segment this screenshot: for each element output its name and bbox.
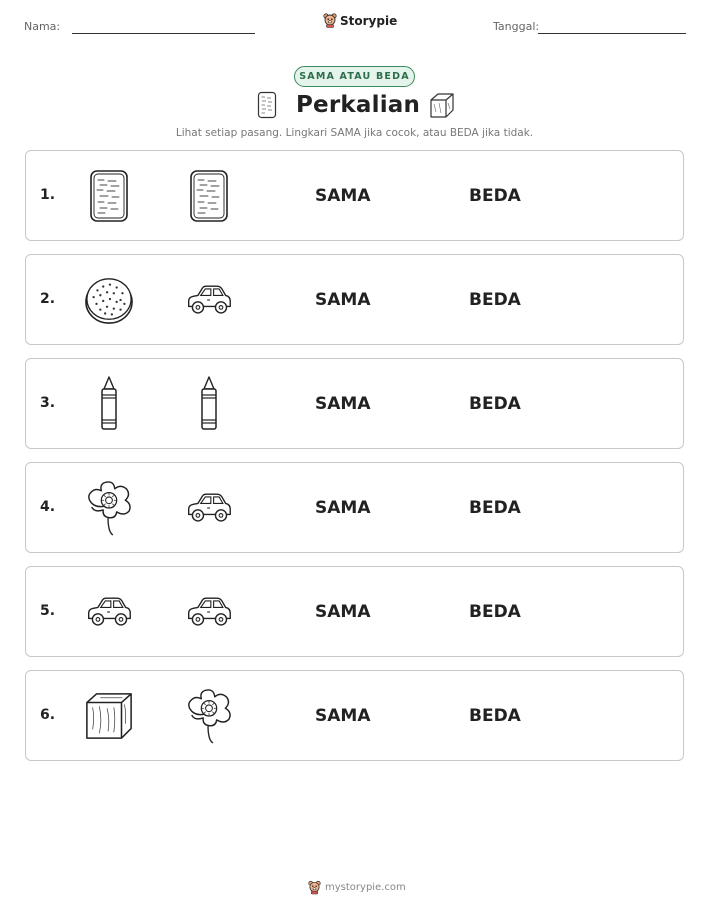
- different-option[interactable]: BEDA: [469, 498, 521, 518]
- row-number: 6.: [40, 707, 56, 723]
- same-option[interactable]: SAMA: [315, 186, 371, 206]
- cube-icon: [84, 691, 134, 741]
- same-option[interactable]: SAMA: [315, 498, 371, 518]
- name-line[interactable]: [72, 33, 255, 34]
- brand-name: Storypie: [340, 13, 398, 28]
- footer: [308, 880, 406, 895]
- brand-logo: [323, 13, 397, 28]
- pair-row: [25, 462, 684, 553]
- right-picture: [181, 166, 237, 226]
- left-picture: [81, 374, 137, 434]
- pair-row: [25, 566, 684, 657]
- left-picture: [81, 166, 137, 226]
- different-option[interactable]: BEDA: [469, 186, 521, 206]
- paper-icon: [189, 169, 229, 223]
- cookie-icon: [84, 275, 134, 325]
- row-number: 3.: [40, 395, 56, 411]
- row-number: 1.: [40, 187, 56, 203]
- date-line[interactable]: [538, 33, 686, 34]
- paper-icon: [89, 169, 129, 223]
- crayon-icon: [99, 376, 119, 432]
- page-title: Perkalian: [296, 92, 421, 118]
- different-option[interactable]: BEDA: [469, 602, 521, 622]
- flower-icon: [84, 480, 134, 536]
- right-picture: [181, 270, 237, 330]
- row-number: 2.: [40, 291, 56, 307]
- left-picture: [81, 270, 137, 330]
- paper-icon: [257, 91, 277, 119]
- car-icon: [185, 596, 233, 628]
- different-option[interactable]: BEDA: [469, 290, 521, 310]
- bear-mascot-icon: [308, 880, 321, 895]
- same-option[interactable]: SAMA: [315, 602, 371, 622]
- car-icon: [185, 284, 233, 316]
- footer-site: mystorypie.com: [325, 882, 406, 893]
- cube-icon: [428, 92, 456, 120]
- bear-mascot-icon: [323, 13, 337, 28]
- pair-row: [25, 670, 684, 761]
- car-icon: [85, 596, 133, 628]
- car-icon: [185, 492, 233, 524]
- crayon-icon: [199, 376, 219, 432]
- pair-row: [25, 358, 684, 449]
- right-picture: [181, 478, 237, 538]
- left-picture: [81, 686, 137, 746]
- left-picture: [81, 582, 137, 642]
- name-label: Nama:: [24, 20, 61, 33]
- different-option[interactable]: BEDA: [469, 394, 521, 414]
- row-number: 4.: [40, 499, 56, 515]
- worksheet-badge: SAMA ATAU BEDA: [294, 66, 415, 87]
- date-label: Tanggal:: [493, 20, 540, 33]
- right-picture: [181, 374, 237, 434]
- different-option[interactable]: BEDA: [469, 706, 521, 726]
- right-picture: [181, 686, 237, 746]
- row-number: 5.: [40, 603, 56, 619]
- same-option[interactable]: SAMA: [315, 394, 371, 414]
- pair-row: [25, 254, 684, 345]
- same-option[interactable]: SAMA: [315, 706, 371, 726]
- same-option[interactable]: SAMA: [315, 290, 371, 310]
- pair-row: [25, 150, 684, 241]
- right-picture: [181, 582, 237, 642]
- instructions: Lihat setiap pasang. Lingkari SAMA jika cocok, atau BEDA jika tidak.: [175, 127, 534, 139]
- left-picture: [81, 478, 137, 538]
- flower-icon: [184, 688, 234, 744]
